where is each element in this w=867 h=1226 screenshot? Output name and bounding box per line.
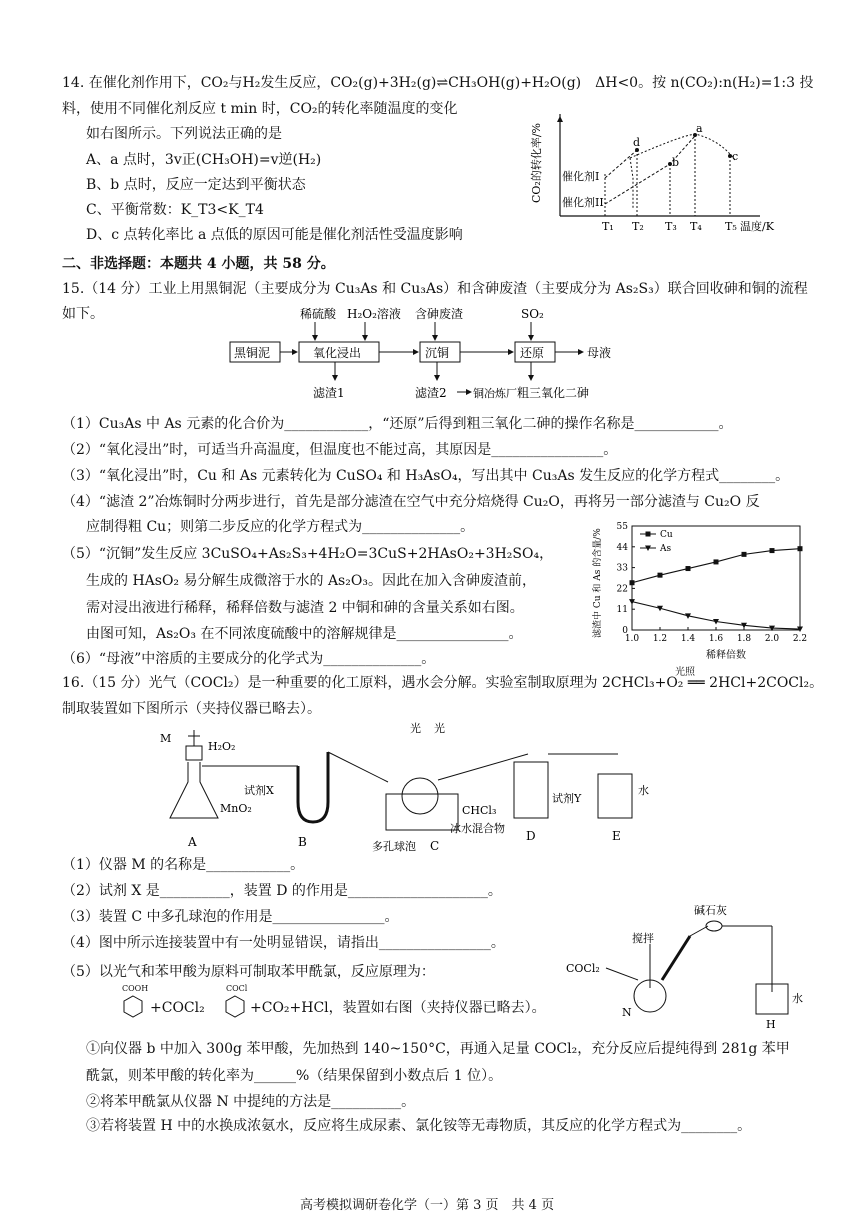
q14-point-d: d	[633, 136, 641, 149]
q14-tick-t5: T₅	[725, 220, 737, 233]
q14-ylabel: CO₂的转化率/%	[530, 122, 543, 203]
app-a: A	[188, 835, 197, 849]
chart-ytick-label: 22	[616, 584, 628, 595]
app-label-chcl3: CHCl₃	[462, 804, 497, 817]
q14-catalyst1: 催化剂I	[562, 170, 600, 183]
q14-stem-line1: 14. 在催化剂作用下，CO₂与H₂发生反应，CO₂(g)+3H₂(g)⇌CH₃OH(g)+H₂O(g) ΔH<0。按 n(CO₂):n(H₂)=1:3 投	[62, 75, 814, 91]
chart-ytick-label: 44	[616, 542, 628, 553]
q14-option-b: B、b 点时，反应一定达到平衡状态	[86, 177, 306, 193]
q15-part3: （3）“氧化浸出”时，Cu 和 As 元素转化为 CuSO₄ 和 H₃AsO₄，写出其中 Cu₃As 发生反应的化学方程式________。	[62, 468, 790, 484]
fig2-lime: 碱石灰	[694, 904, 727, 917]
fig2-cocl2: COCl₂	[566, 962, 600, 975]
q15-part5-line4: 由图可知，As₂O₃ 在不同浓度硫酸中的溶解规律是________________。	[86, 626, 523, 642]
q16-sub3: ③若将装置 H 中的水换成浓氨水，反应将生成尿素、氯化铵等无毒物质，其反应的化学方程式为________。	[86, 1118, 752, 1134]
flow-slag2: 滤渣2	[415, 386, 447, 400]
flow-box-mud: 黑铜泥	[234, 346, 271, 360]
q16-part3: （3）装置 C 中多孔球泡的作用是________________。	[62, 909, 399, 925]
chart-xtick-label: 1.4	[680, 634, 696, 644]
flow-product: 粗三氧化二砷	[517, 386, 590, 400]
flow-refinery: 铜冶炼厂	[473, 387, 517, 400]
flow-box-reduce: 还原	[520, 346, 545, 360]
chart-xtick-label: 1.6	[708, 634, 724, 644]
q14-catalyst2: 催化剂II	[562, 196, 604, 209]
q14-tick-t4: T₄	[690, 220, 702, 233]
app-label-reagent-y: 试剂Y	[552, 792, 582, 805]
chart-frame	[632, 526, 800, 630]
fig2-h: H	[766, 1018, 776, 1031]
q15-part1: （1）Cu₃As 中 As 元素的化合价为____________，“还原”后得到粗三氧化二砷的操作名称是____________。	[62, 416, 733, 432]
fig2-n: N	[622, 1006, 632, 1019]
app-label-mno2: MnO₂	[220, 802, 252, 815]
chart-point-cu	[658, 573, 663, 578]
app-b: B	[298, 835, 307, 849]
app-label-h2o2: H₂O₂	[208, 740, 236, 753]
app-light2: 光	[434, 722, 445, 735]
q15-stem-line1: 15.（14 分）工业上用黑铜泥（主要成分为 Cu₃As 和 Cu₃As）和含砷废渣（主要成分为 As₂S₃）联合回收砷和铜的流程	[62, 281, 808, 297]
q16-part5: （5）以光气和苯甲酸为原料可制取苯甲酰氯，反应原理为：	[62, 964, 435, 980]
rxn-cooh: COOH	[122, 984, 149, 993]
app-label-bubble: 多孔球泡	[372, 840, 416, 852]
q14-option-c: C、平衡常数：K_T3<K_T4	[86, 202, 264, 218]
q14-tick-t3: T₃	[665, 220, 677, 233]
q15-stem-line2: 如下。	[62, 306, 104, 322]
q16-sub1-line1: ①向仪器 b 中加入 300g 苯甲酸，先加热到 140~150°C，再通入足量 COCl₂，充分反应后提纯得到 281g 苯甲	[86, 1041, 790, 1057]
q15-part5-line1: （5）“沉铜”发生反应 3CuSO₄+As₂S₃+4H₂O=3CuS+2HAsO₂+3H₂SO₄，	[62, 546, 554, 562]
section-2-heading: 二、非选择题：本题共 4 小题，共 58 分。	[62, 256, 335, 272]
chart-xtick-label: 2.2	[792, 634, 808, 644]
q14-tick-t1: T₁	[602, 220, 614, 233]
flow-out-mother-liquor: 母液	[587, 346, 612, 360]
rxn-plus-cocl2: +COCl₂	[150, 1000, 205, 1016]
chart-point-cu	[770, 548, 775, 553]
chart-legend-label-cu: Cu	[660, 530, 673, 540]
chart-xtick-label: 1.8	[736, 634, 752, 644]
q16-condition: 光照	[675, 667, 695, 678]
q15-part4-line2: 应制得粗 Cu；则第二步反应的化学方程式为______________。	[86, 519, 475, 535]
q14-point-a: a	[696, 122, 703, 135]
q14-stem-line3: 如右图所示。下列说法正确的是	[86, 126, 282, 142]
q16-stem-line2: 制取装置如下图所示（夹持仪器已略去）。	[62, 701, 321, 717]
chart-point-cu	[798, 546, 803, 551]
flow-in-waste: 含砷废渣	[415, 307, 464, 321]
chart-point-cu	[630, 580, 635, 585]
chart-point-cu	[714, 559, 719, 564]
chart-xlabel: 稀释倍数	[706, 650, 746, 660]
q14-conversion-figure	[530, 108, 792, 238]
q16-sub1-line2: 酰氯，则苯甲酸的转化率为______%（结果保留到小数点后 1 位）。	[86, 1068, 503, 1084]
q14-stem-line2: 料，使用不同催化剂反应 t min 时，CO₂的转化率随温度的变化	[62, 101, 458, 117]
q15-part4-line1: （4）“滤渣 2”冶炼铜时分两步进行，首先是部分滤渣在空气中充分焙烧得 Cu₂O，再将另一部分滤渣与 Cu₂O 反	[62, 494, 760, 510]
chart-series-line-cu	[632, 549, 800, 583]
rxn-rest: +CO₂+HCl，装置如右图（夹持仪器已略去）。	[250, 1000, 546, 1016]
app-c: C	[430, 839, 440, 852]
benzene-ring-icon	[122, 994, 144, 1020]
q16-apparatus-figure	[158, 722, 678, 852]
app-e: E	[612, 829, 621, 843]
flow-in-so2: SO₂	[521, 307, 544, 321]
app-d: D	[526, 829, 536, 843]
q14-tick-t2: T₂	[632, 220, 644, 233]
rxn-cocl: COCl	[226, 984, 248, 993]
flow-box-precip: 沉铜	[425, 346, 450, 360]
q15-part6: （6）“母液”中溶质的主要成分的化学式为______________。	[62, 651, 436, 667]
fig2-water: 水	[792, 992, 803, 1005]
app-label-ice: 冰水混合物	[450, 822, 505, 835]
flow-in-acid: 稀硫酸	[300, 307, 337, 321]
q15-part5-line3: 需对浸出液进行稀释，稀释倍数与滤渣 2 中铜和砷的含量关系如右图。	[86, 600, 524, 616]
app-light1: 光	[410, 722, 421, 735]
app-label-water: 水	[638, 784, 649, 797]
benzene-ring-icon-2	[224, 994, 246, 1020]
flow-slag1: 滤渣1	[313, 386, 345, 400]
page-footer: 高考模拟调研卷化学（一）第 3 页 共 4 页	[300, 1198, 555, 1213]
q16-part1: （1）仪器 M 的名称是____________。	[62, 857, 305, 873]
chart-xtick-label: 1.0	[624, 634, 640, 644]
app-label-reagent-x: 试剂X	[244, 784, 274, 797]
chart-ytick-label: 0	[622, 626, 628, 636]
chart-point-cu	[742, 552, 747, 557]
chart-xtick-label: 2.0	[764, 634, 780, 644]
q14-xlabel: 温度/K	[740, 220, 774, 233]
q14-option-d: D、c 点转化率比 a 点低的原因可能是催化剂活性受温度影响	[86, 227, 463, 243]
chart-ytick-label: 55	[616, 522, 628, 532]
chart-point-cu	[686, 566, 691, 571]
q15-dilution-chart	[588, 518, 810, 660]
q16-part4: （4）图中所示连接装置中有一处明显错误，请指出________________。	[62, 935, 505, 951]
q14-point-b: b	[672, 156, 680, 169]
q16-benzoyl-apparatus	[562, 892, 812, 1034]
q15-flow-diagram	[225, 304, 645, 412]
chart-ylabel: 滤渣中 Cu 和 As 的含量/%	[593, 528, 603, 638]
chart-series-line-as	[632, 602, 800, 629]
q16-part2: （2）试剂 X 是__________，装置 D 的作用是____________________。	[62, 883, 502, 899]
flow-in-h2o2: H₂O₂溶液	[347, 307, 401, 321]
q15-part5-line2: 生成的 HAsO₂ 易分解生成微溶于水的 As₂O₃。因此在加入含砷废渣前，	[86, 573, 536, 589]
fig2-stir: 搅拌	[632, 932, 654, 945]
q16-stem-line1: 16.（15 分）光气（COCl₂）是一种重要的化工原料，遇水会分解。实验室制取原理为 2CHCl₃+O₂ ══ 2HCl+2COCl₂。	[62, 675, 824, 691]
q15-part2: （2）“氧化浸出”时，可适当升高温度，但温度也不能过高，其原因是________________。	[62, 442, 618, 458]
chart-xtick-label: 1.2	[652, 634, 668, 644]
q14-point-c: c	[732, 150, 739, 163]
flow-box-leach: 氧化浸出	[313, 346, 362, 360]
q16-sub2: ②将苯甲酰氯从仪器 N 中提纯的方法是__________。	[86, 1094, 416, 1110]
q14-option-a: A、a 点时，3v正(CH₃OH)=v逆(H₂)	[86, 152, 322, 168]
app-label-m: M	[160, 732, 172, 745]
chart-legend-label-as: As	[660, 544, 672, 554]
chart-legend-marker	[646, 532, 651, 537]
chart-ytick-label: 33	[616, 563, 628, 574]
chart-ytick-label: 11	[616, 605, 628, 616]
